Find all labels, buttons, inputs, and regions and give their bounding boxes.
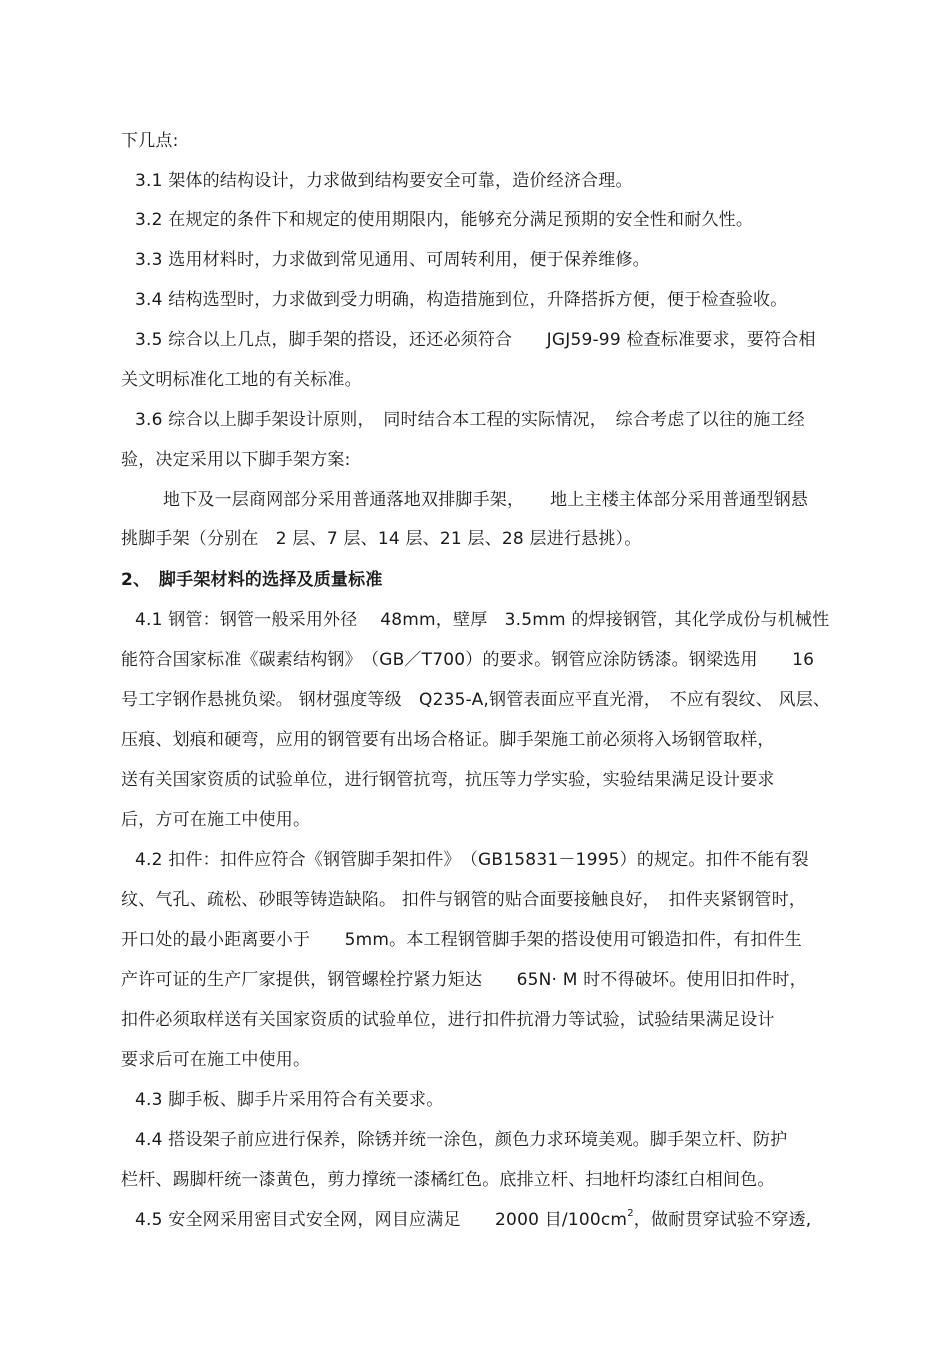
text-line-14: 能符合国家标准《碳素结构钢》 （GB／T700）的要求。钢管应涂防锈漆。钢梁选用 16 bbox=[121, 650, 815, 670]
text-line-8: 3.6 综合以上脚手架设计原则， 同时结合本工程的实际情况， 综合考虑了以往的施工经 bbox=[135, 410, 805, 430]
text-line-19: 4.2 扣件：扣件应符合《钢管脚手架扣件》 （GB15831－1995）的规定。扣件不能有裂 bbox=[135, 850, 809, 870]
text-line-4: 3.3 选用材料时，力求做到常见通用、可周转利用，便于保养维修。 bbox=[135, 250, 650, 270]
text-line-27: 栏杆、踢脚杆统一漆黄色，剪力撑统一漆橘红色。底排立杆、扫地杆均漆红白相间色。 bbox=[121, 1170, 775, 1190]
text-line-18: 后，方可在施工中使用。 bbox=[121, 810, 311, 830]
text-line-2: 3.1 架体的结构设计，力求做到结构要安全可靠，造价经济合理。 bbox=[135, 171, 633, 191]
text-line-28-end: ，做耐贯穿试验不穿透, bbox=[633, 1210, 812, 1230]
text-line-3: 3.2 在规定的条件下和规定的使用期限内，能够充分满足预期的安全性和耐久性。 bbox=[135, 210, 754, 230]
text-line-6: 3.5 综合以上几点，脚手架的搭设，还还必须符合 JGJ59-99 检查标准要求，要符合相 bbox=[135, 330, 816, 350]
text-line-22: 产许可证的生产厂家提供，钢管螺栓拧紧力矩达 65N· M 时不得破坏。使用旧扣件时， bbox=[121, 970, 807, 990]
text-line-10: 地下及一层商网部分采用普通落地双排脚手架， 地上主楼主体部分采用普通型钢悬 bbox=[163, 490, 809, 510]
text-line-16: 压痕、划痕和硬弯，应用的钢管要有出场合格证。脚手架施工前必须将入场钢管取样， bbox=[121, 730, 775, 750]
text-line-1: 下几点: bbox=[121, 131, 179, 151]
text-line-20: 纹、气孔、疏松、砂眼等铸造缺陷。 扣件与钢管的贴合面要接触良好， 扣件夹紧钢管时， bbox=[121, 890, 807, 910]
text-line-25: 4.3 脚手板、脚手片采用符合有关要求。 bbox=[135, 1090, 444, 1110]
text-line-28-start: 4.5 安全网采用密目式安全网，网目应满足 2000 目/100cm bbox=[135, 1210, 628, 1230]
text-line-24: 要求后可在施工中使用。 bbox=[121, 1050, 311, 1070]
text-line-13: 4.1 钢管：钢管一般采用外径 48mm，壁厚 3.5mm 的焊接钢管，其化学成份与机械性 bbox=[135, 610, 830, 630]
text-line-17: 送有关国家资质的试验单位，进行钢管抗弯，抗压等力学实验，实验结果满足设计要求 bbox=[121, 770, 775, 790]
text-line-21: 开口处的最小距离要小于 5mm。本工程钢管脚手架的搭设使用可锻造扣件，有扣件生 bbox=[121, 930, 802, 950]
text-line-11: 挑脚手架（分别在 2 层、7 层、14 层、21 层、28 层进行悬挑）。 bbox=[121, 529, 642, 549]
text-line-7: 关文明标准化工地的有关标准。 bbox=[121, 370, 362, 390]
text-line-23: 扣件必须取样送有关国家资质的试验单位，进行扣件抗滑力等试验，试验结果满足设计 bbox=[121, 1010, 775, 1030]
text-line-5: 3.4 结构选型时，力求做到受力明确，构造措施到位，升降搭拆方便，便于检查验收。 bbox=[135, 290, 788, 310]
superscript-2: 2 bbox=[627, 1208, 634, 1220]
text-line-28 bbox=[135, 1208, 811, 1232]
text-line-15: 号工字钢作悬挑负梁。 钢材强度等级 Q235-A,钢管表面应平直光滑， 不应有裂纹、 风层、 bbox=[121, 690, 831, 710]
text-line-26: 4.4 搭设架子前应进行保养，除锈并统一涂色，颜色力求环境美观。脚手架立杆、防护 bbox=[135, 1130, 788, 1150]
section-heading: 2、 脚手架材料的选择及质量标准 bbox=[121, 570, 383, 590]
text-line-9: 验，决定采用以下脚手架方案: bbox=[121, 450, 351, 470]
